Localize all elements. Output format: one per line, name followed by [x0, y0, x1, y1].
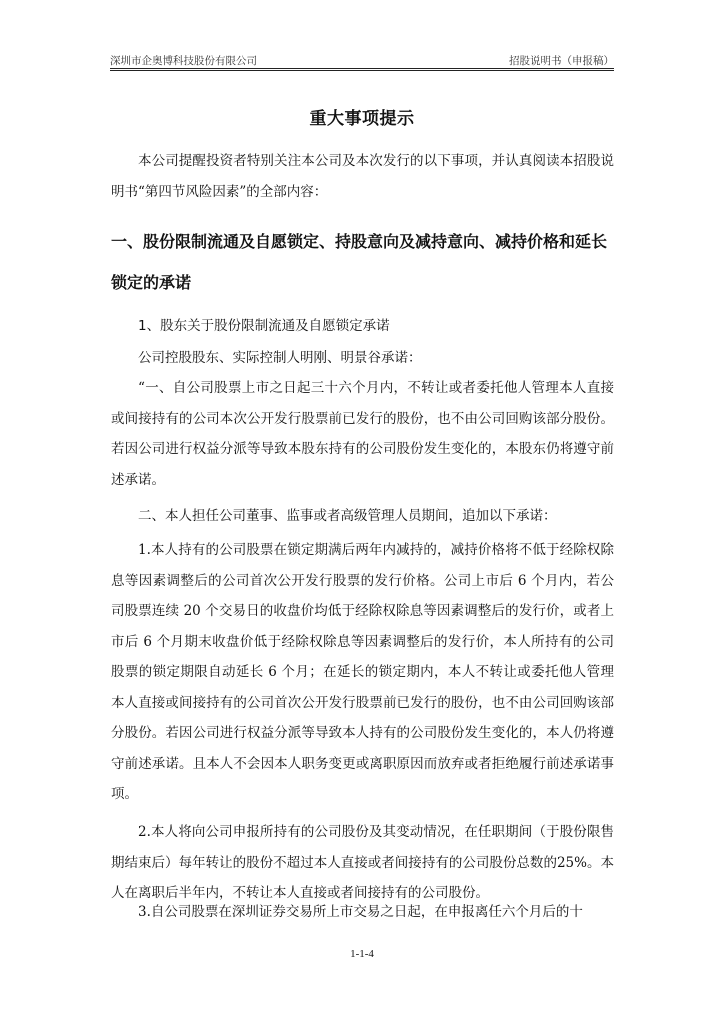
page-number: 1-1-4	[350, 948, 374, 960]
item-two-paragraph: 2.本人将向公司申报所持有的公司股份及其变动情况，在任职期间（于股份限售期结束后）每年转让的股份不超过本人直接或者间接持有的公司股份总数的25%。本人在离职后半年内，不转让本人直接或者间接持有的公司股份。	[111, 824, 614, 901]
commitment-one-paragraph: “一、自公司股票上市之日起三十六个月内，不转让或者委托他人管理本人直接或间接持有的公司本次公开发行股票前已发行的股份，也不由公司回购该部分股份。若因公司进行权益分派等导致本股东持有的公司股份发生变化的，本股东仍将遵守前述承诺。	[111, 380, 614, 488]
item-one-paragraph: 1.本人持有的公司股票在锁定期满后两年内减持的，减持价格将不低于经除权除息等因素调整后的公司首次公开发行股票的发行价格。公司上市后 6 个月内，若公司股票连续 20 个交易日的收盘价均低于经除权除息等因素调整后的发行价，或者上市后 6 个月期末收盘价低于经除权除息等因素调整后的发行价，本人所持有的公司股票的锁定期限自动延长 6 个月；在延长的锁定期内，本人不转让或委托他人管理本人直接或间接持有的公司首次公开发行股票前已发行的股份，也不由公司回购该部分股份。若因公司进行权益分派等导致本人持有的公司股份发生变化的，本人仍将遵守前述承诺。且本人不会因本人职务变更或离职原因而放弃或者拒绝履行前述承诺事项。	[111, 542, 614, 802]
item-three-paragraph: 3.自公司股票在深圳证券交易所上市交易之日起，在申报离任六个月后的十	[138, 904, 583, 920]
commitment-two-intro: 二、本人担任公司董事、监事或者高级管理人员期间，追加以下承诺：	[138, 508, 557, 524]
header-rule	[110, 68, 614, 69]
subsection-heading: 1、股东关于股份限制流通及自愿锁定承诺	[138, 318, 390, 334]
section-heading: 一、股份限制流通及自愿锁定、持股意向及减持意向、减持价格和延长锁定的承诺	[111, 232, 608, 292]
header-rule-thin	[110, 70, 614, 71]
header-company-name: 深圳市企奥博科技股份有限公司	[110, 55, 257, 67]
shareholder-line: 公司控股股东、实际控制人明刚、明景谷承诺：	[138, 350, 422, 366]
header-document-name: 招股说明书（申报稿）	[509, 55, 614, 67]
intro-paragraph: 本公司提醒投资者特别关注本公司及本次发行的以下事项，并认真阅读本招股说明书“第四节风险因素”的全部内容：	[111, 153, 614, 200]
page-title: 重大事项提示	[309, 109, 415, 129]
page-header	[110, 50, 614, 68]
